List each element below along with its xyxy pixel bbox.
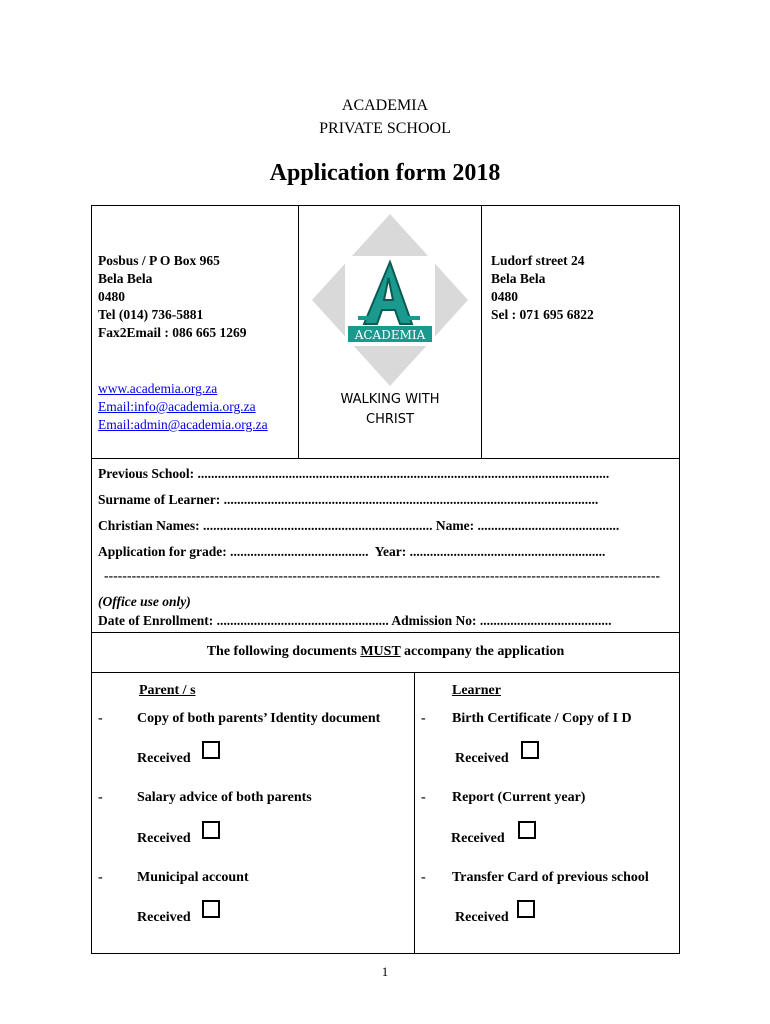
separator-line: ------------------------------------------------------------------------------------------------------------------------- <box>104 568 661 583</box>
learner-heading: Learner <box>452 683 501 698</box>
street-town: Bela Bela <box>491 271 546 286</box>
surname-field[interactable]: Surname of Learner: ............................................................................................................... <box>98 492 599 507</box>
web-links <box>98 380 268 434</box>
enrollment-field[interactable]: Date of Enrollment: ................................................... Admission No: ....................................... <box>98 613 612 628</box>
info-email-link[interactable]: Email:info@academia.org.za <box>98 399 256 414</box>
parent-item-identity: Copy of both parents’ Identity document <box>137 711 381 726</box>
bullet: - <box>421 790 426 805</box>
learner-transfer-checkbox[interactable] <box>517 900 535 918</box>
contact-left <box>98 252 247 342</box>
contact-right <box>491 252 594 324</box>
divider-docs-heading <box>91 672 680 673</box>
motto-line2: CHRIST <box>366 412 414 427</box>
documents-heading: The following documents MUST accompany the application <box>206 644 565 659</box>
divider-left <box>298 205 299 458</box>
logo-text: ACADEMIA <box>354 328 426 342</box>
telephone: Tel (014) 736-5881 <box>98 307 204 322</box>
school-name-line1: ACADEMIA <box>341 97 429 114</box>
previous-school-field[interactable]: Previous School: .......................................................................................................................... <box>98 466 610 481</box>
parent-item-municipal: Municipal account <box>137 870 249 885</box>
received-label: Received <box>451 831 505 846</box>
learner-report-checkbox[interactable] <box>518 821 536 839</box>
received-label: Received <box>455 910 509 925</box>
school-name-line2: PRIVATE SCHOOL <box>319 120 451 137</box>
learner-birth-checkbox[interactable] <box>521 741 539 759</box>
postal-address: Posbus / P O Box 965 <box>98 253 220 268</box>
website-link[interactable]: www.academia.org.za <box>98 381 218 396</box>
bullet: - <box>98 711 103 726</box>
bullet: - <box>421 711 426 726</box>
admin-email-link[interactable]: Email:admin@academia.org.za <box>98 417 268 432</box>
bullet: - <box>421 870 426 885</box>
learner-item-transfer-card: Transfer Card of previous school <box>452 870 649 885</box>
cellphone: Sel : 071 695 6822 <box>491 307 594 322</box>
parent-identity-checkbox[interactable] <box>202 741 220 759</box>
motto-line1: WALKING WITH <box>340 392 440 407</box>
street-code: 0480 <box>491 289 518 304</box>
received-label: Received <box>137 910 191 925</box>
parent-item-salary: Salary advice of both parents <box>137 790 312 805</box>
bullet: - <box>98 790 103 805</box>
page-title: Application form 2018 <box>269 160 501 186</box>
learner-item-birth-certificate: Birth Certificate / Copy of I D <box>452 711 632 726</box>
office-use-note: (Office use only) <box>98 594 191 609</box>
parent-municipal-checkbox[interactable] <box>202 900 220 918</box>
divider-fields-bottom <box>91 632 680 633</box>
learner-item-report: Report (Current year) <box>452 790 586 805</box>
page-number: 1 <box>381 964 389 979</box>
divider-header-bottom <box>91 458 680 459</box>
parent-salary-checkbox[interactable] <box>202 821 220 839</box>
fax-email: Fax2Email : 086 665 1269 <box>98 325 247 340</box>
academia-logo-icon <box>300 212 480 392</box>
postal-town: Bela Bela <box>98 271 153 286</box>
received-label: Received <box>455 751 509 766</box>
christian-names-field[interactable]: Christian Names: .................................................................... Name: .......................................... <box>98 518 620 533</box>
parent-heading: Parent / s <box>139 683 196 698</box>
divider-right <box>481 205 482 458</box>
divider-docs-columns <box>414 672 415 954</box>
grade-year-field[interactable]: Application for grade: ......................................... Year: .......................................................... <box>98 544 606 559</box>
received-label: Received <box>137 751 191 766</box>
street-address: Ludorf street 24 <box>491 253 585 268</box>
must-emphasis: MUST <box>360 644 401 659</box>
received-label: Received <box>137 831 191 846</box>
bullet: - <box>98 870 103 885</box>
postal-code: 0480 <box>98 289 125 304</box>
